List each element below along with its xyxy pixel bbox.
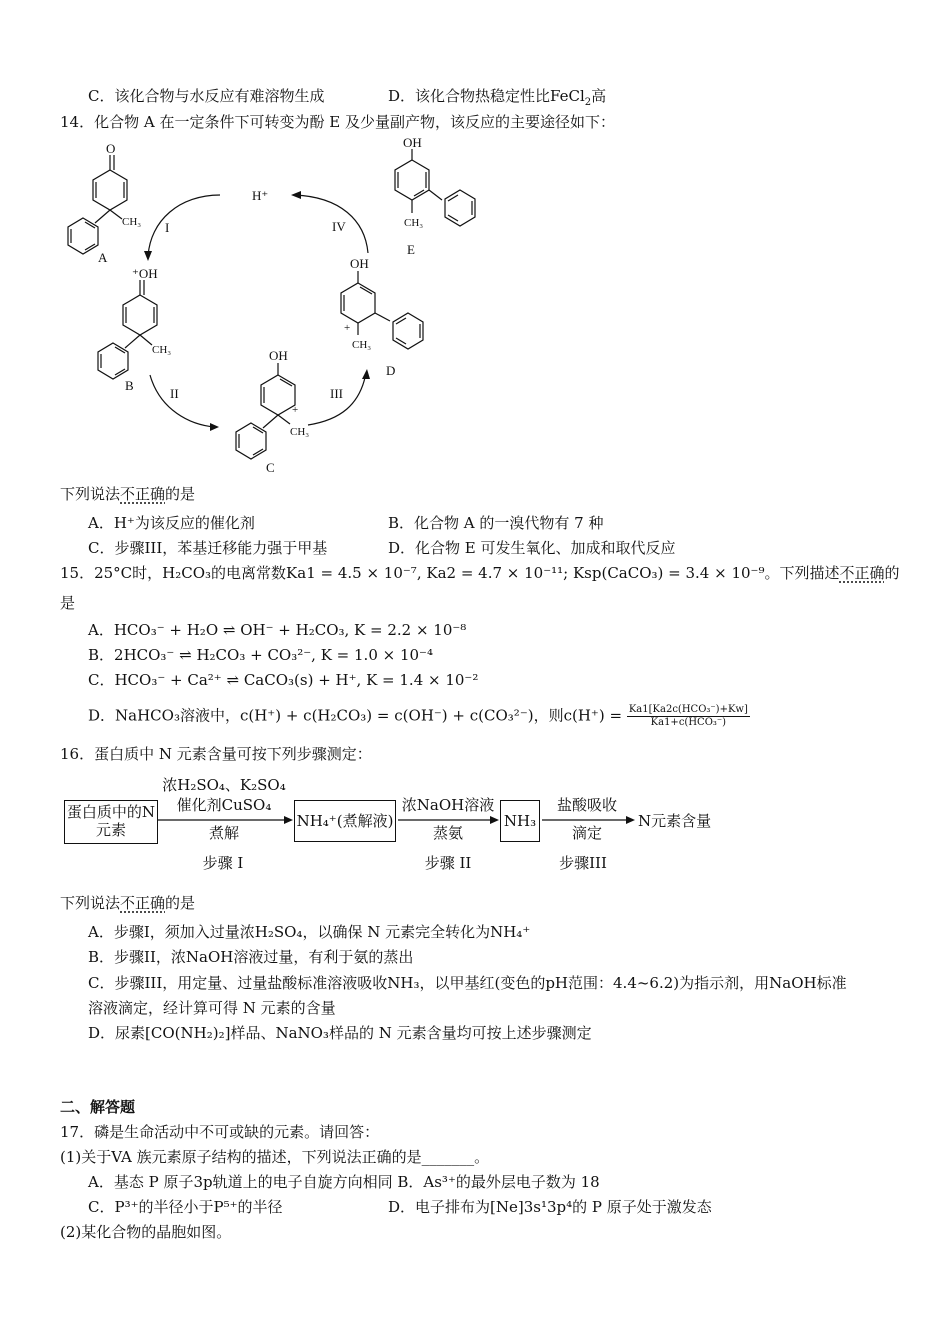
compound-b-structure	[98, 280, 157, 379]
flow-step-3: 步骤III	[559, 854, 607, 872]
q15-option-d-fraction: $\frac{\text{Ka1[Ka2c(HCO₃⁻)+Kw]}}{\text{Ka1+c(HCO₃⁻)}}$	[628, 704, 748, 728]
flow-arrow1-condition: 煮解	[208, 824, 239, 842]
step-iii-label: III	[330, 386, 343, 401]
label-compound-e: E	[407, 242, 415, 257]
q16-option-a: A．步骤I，须加入过量浓H₂SO₄，以确保 N 元素完全转化为NH₄⁺	[88, 923, 531, 941]
q17-stem: 17．磷是生命活动中不可或缺的元素。请回答：	[60, 1123, 380, 1141]
atom-o-a: O	[106, 141, 116, 156]
q15-option-d: D．NaHCO₃溶液中，c(H⁺) + c(H₂CO₃) = c(OH⁻) + c(CO₃²⁻)，则c(H⁺) = $\frac{\text{Ka1[Ka2c(HCO₃⁻)+Kw]}}{\text{Ka1+c(HCO₃⁻)}}$	[88, 704, 748, 728]
q16-option-d: D．尿素[CO(NH₂)₂]样品、NaNO₃样品的 N 元素含量均可按上述步骤测定	[88, 1024, 592, 1042]
flow-arrow1-reagents-1: 浓H₂SO₄、K₂SO₄	[162, 776, 286, 794]
plus-c: +	[292, 404, 299, 416]
atom-oh-c: OH	[269, 348, 288, 363]
step-iv-label: IV	[332, 219, 346, 234]
ch3-e: CH₃	[404, 217, 424, 229]
ch3-c: CH₃	[290, 426, 310, 438]
q16-option-c-line2: 溶液滴定，经计算可得 N 元素的含量	[88, 999, 336, 1017]
q14-stem: 14．化合物 A 在一定条件下可转变为酚 E 及少量副产物，该反应的主要途径如下：	[60, 113, 615, 131]
flow-step-1: 步骤 I	[202, 854, 244, 872]
q14-reaction-diagram	[40, 135, 520, 480]
q15-stem: 15．25°C时，H₂CO₃的电离常数Ka1 = 4.5 × 10⁻⁷, Ka2 = 4.7 × 10⁻¹¹; Ksp(CaCO₃) = 3.4 × 10⁻⁹。下列描述不正确的	[60, 564, 900, 582]
label-compound-c: C	[266, 460, 275, 475]
flow-arrow1-reagents-2: 催化剂CuSO₄	[176, 796, 272, 814]
flow-arrows	[60, 772, 760, 882]
compound-d-structure	[341, 271, 423, 349]
section-heading: 二、解答题	[60, 1098, 136, 1116]
q17-option-ab: A．基态 P 原子3p轨道上的电子自旋方向相同 B．As³⁺的最外层电子数为 18	[88, 1173, 600, 1191]
plus-d: +	[344, 322, 351, 334]
ch3-b: CH₃	[152, 344, 172, 356]
q17-option-d: D．电子排布为[Ne]3s¹3p⁴的 P 原子处于激发态	[388, 1198, 712, 1216]
flow-box-ammonium: NH₄⁺(煮解液)	[294, 800, 396, 842]
q14-question: 下列说法不正确的是	[60, 485, 196, 503]
step-ii-arrow	[150, 375, 215, 427]
q15-option-b: B．2HCO₃⁻ ⇌ H₂CO₃ + CO₃²⁻, K = 1.0 × 10⁻⁴	[88, 646, 433, 664]
step-i-arrow	[148, 195, 220, 257]
q14-option-a: A．H⁺为该反应的催化剂	[88, 514, 255, 532]
q16-stem: 16．蛋白质中 N 元素含量可按下列步骤测定：	[60, 745, 372, 763]
q17-part1: (1)关于VA 族元素原子结构的描述，下列说法正确的是_______。	[60, 1148, 490, 1166]
compound-e-structure	[395, 149, 475, 226]
flow-result: N元素含量	[638, 812, 712, 830]
q16-option-b: B．步骤II，浓NaOH溶液过量，有利于氨的蒸出	[88, 948, 414, 966]
q15-stem-line2: 是	[60, 594, 76, 612]
q14-option-d: D．化合物 E 可发生氧化、加成和取代反应	[388, 539, 676, 557]
q17-part2: (2)某化合物的晶胞如图。	[60, 1223, 232, 1241]
flow-arrow2-reagent: 浓NaOH溶液	[401, 796, 495, 814]
label-compound-d: D	[386, 363, 396, 378]
compound-c-structure	[236, 363, 295, 459]
label-compound-b: B	[125, 378, 134, 393]
q14-option-b: B．化合物 A 的一溴代物有 7 种	[388, 514, 604, 532]
flow-step-2: 步骤 II	[424, 854, 472, 872]
atom-oh-plus-b: ⁺OH	[132, 266, 158, 281]
flow-arrow3-condition: 滴定	[571, 824, 602, 842]
atom-oh-d: OH	[350, 256, 369, 271]
q16-flowchart	[60, 772, 760, 882]
compound-a-structure	[68, 155, 127, 254]
step-ii-label: II	[170, 386, 179, 401]
flow-box-ammonia: NH₃	[500, 800, 540, 842]
ch3-a: CH₃	[122, 216, 142, 228]
q16-option-c-line1: C．步骤III，用定量、过量盐酸标准溶液吸收NH₃，以甲基红(变色的pH范围：4.4~6.2)为指示剂，用NaOH标准	[88, 974, 847, 992]
q17-option-c: C．P³⁺的半径小于P⁵⁺的半径	[88, 1198, 283, 1216]
q15-option-c: C．HCO₃⁻ + Ca²⁺ ⇌ CaCO₃(s) + H⁺, K = 1.4 × 10⁻²	[88, 671, 479, 689]
flow-box-protein: 蛋白质中的N元素	[64, 800, 158, 844]
q13-option-c: C．该化合物与水反应有难溶物生成	[88, 87, 325, 105]
ch3-d: CH₃	[352, 339, 372, 351]
q14-option-c: C．步骤III，苯基迁移能力强于甲基	[88, 539, 328, 557]
q13-option-d: D．该化合物热稳定性比FeCl$_2$高	[388, 87, 607, 108]
q16-question: 下列说法不正确的是	[60, 894, 196, 912]
flow-arrow3-reagent: 盐酸吸收	[556, 796, 617, 814]
catalyst-h-plus: H⁺	[252, 188, 269, 203]
label-compound-a: A	[98, 250, 108, 265]
step-i-label: I	[165, 220, 170, 235]
q15-option-a: A．HCO₃⁻ + H₂O ⇌ OH⁻ + H₂CO₃, K = 2.2 × 10⁻⁸	[88, 621, 467, 639]
atom-oh-e: OH	[403, 135, 422, 150]
flow-arrow2-condition: 蒸氨	[432, 824, 463, 842]
